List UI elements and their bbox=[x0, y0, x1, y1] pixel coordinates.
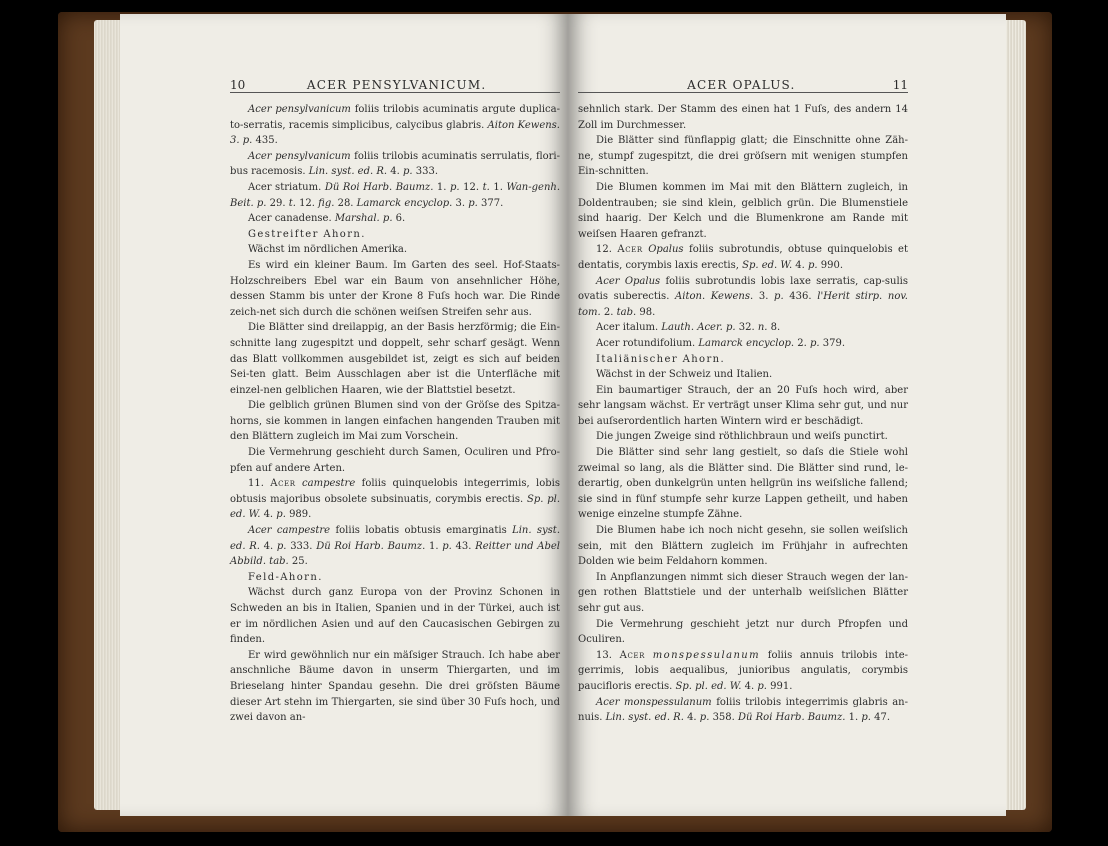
paragraph bbox=[230, 180, 560, 211]
text-run: p. bbox=[808, 259, 818, 271]
text-run: sehnlich stark. Der Stamm des einen hat 1 Fuſs, des andern 14 Zoll im Durchmesser. bbox=[578, 104, 908, 131]
text-run: 4. bbox=[741, 680, 758, 692]
text-run: 32. bbox=[735, 322, 758, 334]
text-run: 4. bbox=[259, 540, 277, 552]
text-run: Acer pensylvanicum bbox=[248, 150, 351, 162]
text-run: foliis trilobis integerrimis glabris an-nuis. bbox=[578, 696, 908, 724]
paragraph bbox=[578, 695, 908, 726]
text-run: Acer bbox=[619, 649, 646, 661]
text-run: p. bbox=[402, 166, 413, 178]
paragraph bbox=[230, 211, 560, 227]
text-run: p. bbox=[442, 540, 452, 552]
text-run: n. bbox=[757, 322, 768, 334]
paragraph bbox=[230, 242, 560, 258]
text-run: Dü Roi Harb. Baumz. bbox=[316, 540, 426, 552]
page-number: 10 bbox=[230, 78, 246, 92]
text-run: Die Blätter sind dreilappig, an der Basis herzförmig; die Ein-schnitte lang zugespitzt und doppelt, sehr scharf gesägt. Wenn das Blatt vollkommen ausgebildet ist, zeigt es sich auf beiden Sei-ten glatt. Beim Ausschlagen aber ist die Unterfläche mit einzel-nen gelblichen Haaren, wie der Blattstiel besetzt. bbox=[230, 322, 560, 396]
text-run: p. bbox=[699, 712, 710, 724]
left-page-body bbox=[230, 102, 560, 726]
text-run: Lamarck encyclop. bbox=[356, 197, 453, 209]
paragraph bbox=[578, 383, 908, 430]
paragraph bbox=[578, 648, 908, 695]
text-run: Dü Roi Harb. Baumz. bbox=[738, 712, 846, 724]
text-run: 12. bbox=[295, 197, 319, 209]
text-run: 4. bbox=[683, 712, 700, 724]
text-run: 990. bbox=[817, 259, 844, 271]
paragraph bbox=[230, 102, 560, 149]
text-run: Wächst im nördlichen Amerika. bbox=[248, 244, 408, 256]
paragraph bbox=[230, 227, 560, 243]
text-run: Die Blumen habe ich noch nicht gesehn, sie sollen weiſslich sein, mit den Blättern zugleich im Frühjahr in aufrechten Dolden wie beim Feldahorn kommen. bbox=[578, 525, 908, 568]
left-page-header bbox=[230, 72, 560, 93]
text-run: Reitter und Abel Abbild. tab. bbox=[230, 540, 561, 568]
text-run: 12. bbox=[459, 181, 483, 193]
text-run: Wächst in der Schweiz und Italien. bbox=[596, 369, 773, 381]
text-run: foliis trilobis acuminatis serrulatis, flori-bus racemosis. bbox=[230, 150, 560, 178]
text-run: Dü Roi Harb. Baumz. bbox=[324, 181, 434, 193]
page-edges-right bbox=[1004, 20, 1026, 810]
text-run: p. bbox=[757, 680, 767, 692]
right-page-header bbox=[578, 72, 908, 93]
paragraph bbox=[578, 570, 908, 617]
text-run: Die Blumen kommen im Mai mit den Blättern zugleich, in Doldentrauben; sie sind klein, gelblich grün. Die Blumenstiele sind haarig. Der Kelch und die Blumenkrone am Rande mit weiſsen Haaren gefranzt. bbox=[578, 181, 908, 240]
text-run: 2. bbox=[794, 337, 810, 349]
right-page-body bbox=[578, 102, 908, 726]
paragraph bbox=[230, 320, 560, 398]
text-run: 4. bbox=[387, 166, 403, 178]
text-run: 1. bbox=[425, 540, 443, 552]
text-run: Lin. syst. ed. R. bbox=[308, 166, 388, 178]
text-run: Aiton Kewens. 3. p. bbox=[230, 119, 560, 147]
text-run: 6. bbox=[392, 213, 406, 225]
text-run: foliis subrotundis lobis laxe serratis, cap-sulis ovatis suberectis. bbox=[578, 275, 909, 303]
text-run: Lin. syst. ed. R. bbox=[605, 712, 684, 724]
text-run: campestre bbox=[302, 478, 356, 490]
text-run: Acer canadense. bbox=[248, 213, 335, 225]
text-run: Er wird gewöhnlich nur ein mäſsiger Strauch. Ich habe aber anschnliche Bäume davon in unserm Thiergarten, und im Brieselang hinter Spandau gesehn. Die drei gröſsten Bäume dieser Art stehn im Thiergarten, sie sind über 30 Fuſs hoch, und zwei davon an- bbox=[230, 649, 560, 724]
page-number: 11 bbox=[892, 78, 908, 92]
text-run: 989. bbox=[285, 509, 312, 521]
text-run: 13. bbox=[596, 649, 620, 661]
text-run: fig. bbox=[318, 197, 335, 209]
text-run: Wächst durch ganz Europa von der Provinz Schonen in Schweden an bis in Italien, Spanien und in der Türkei, auch ist er im nördlichen Asien und auf den Caucasischen Gebirgen zu finden. bbox=[230, 587, 560, 646]
text-run: Lamarck encyclop. bbox=[698, 337, 795, 349]
text-run: Acer rotundifolium. bbox=[596, 337, 699, 349]
text-run: Opalus bbox=[648, 244, 684, 256]
text-run: 43. bbox=[451, 540, 476, 552]
paragraph bbox=[578, 336, 908, 352]
paragraph bbox=[230, 570, 560, 586]
text-run: Italiänischer Ahorn. bbox=[596, 353, 726, 365]
text-run: Acer campestre bbox=[248, 525, 331, 537]
paragraph bbox=[578, 180, 908, 242]
paragraph bbox=[578, 102, 908, 133]
text-run: 11. bbox=[248, 478, 271, 490]
text-run: 28. bbox=[334, 197, 357, 209]
text-run: 4. bbox=[260, 509, 277, 521]
text-run: Acer striatum. bbox=[248, 181, 325, 193]
paragraph bbox=[578, 274, 908, 321]
text-run: Die Vermehrung geschieht durch Samen, Oculiren und Pfro-pfen auf andere Arten. bbox=[230, 447, 560, 474]
text-run: 4. bbox=[792, 259, 809, 271]
text-run: 1. bbox=[845, 712, 862, 724]
text-run: 2. bbox=[600, 306, 617, 318]
text-run: p. bbox=[810, 337, 820, 349]
text-run: 25. bbox=[288, 556, 308, 568]
text-run: Acer Opalus bbox=[596, 275, 661, 287]
text-run: 1. bbox=[489, 181, 507, 193]
paragraph bbox=[230, 585, 560, 647]
text-run: 435. bbox=[252, 135, 278, 147]
paragraph bbox=[578, 367, 908, 383]
text-run: Feld-Ahorn. bbox=[248, 571, 323, 583]
text-run: 377. bbox=[477, 197, 504, 209]
text-run: p. bbox=[861, 712, 871, 724]
text-run: p. bbox=[450, 181, 460, 193]
text-run: Die jungen Zweige sind röthlichbraun und weiſs punctirt. bbox=[596, 431, 888, 443]
text-run: 1. bbox=[433, 181, 451, 193]
text-run: p. bbox=[276, 540, 287, 552]
text-run: Die Vermehrung geschieht jetzt nur durch Pfropfen und Oculiren. bbox=[578, 618, 908, 646]
left-page bbox=[120, 14, 568, 816]
text-run: Acer italum. bbox=[596, 322, 662, 334]
text-run: Acer bbox=[270, 478, 296, 490]
text-run: foliis annuis trilobis inte-gerrimis, lobis aequalibus, junioribus angulatis, corymbis paucifloris erectis. bbox=[578, 649, 908, 692]
text-run: foliis subrotundis, obtuse quinquelobis et dentatis, corymbis laxis erectis, bbox=[578, 244, 908, 271]
text-run: t. bbox=[482, 181, 490, 193]
text-run: 3. bbox=[753, 291, 775, 303]
text-run: Ein baumartiger Strauch, der an 20 Fuſs hoch wird, aber sehr langsam wächst. Er verträgt unser Klima sehr gut, und nur bei auſserordentlich harten Wintern wird er beschädigt. bbox=[578, 384, 908, 427]
text-run: Gestreifter Ahorn. bbox=[248, 228, 366, 240]
text-run: Acer monspessulanum bbox=[596, 696, 712, 708]
text-run: 3. bbox=[452, 197, 469, 209]
text-run: 8. bbox=[767, 322, 781, 334]
text-run: Sp. pl. ed. W. bbox=[675, 680, 742, 692]
paragraph bbox=[230, 476, 560, 523]
paragraph bbox=[578, 445, 908, 523]
text-run: Lauth. Acer. p. bbox=[661, 322, 736, 334]
text-run: 98. bbox=[636, 306, 656, 318]
right-page bbox=[568, 14, 1006, 816]
paragraph bbox=[230, 648, 560, 726]
paragraph bbox=[230, 523, 560, 570]
running-head: ACER OPALUS. bbox=[687, 78, 796, 92]
text-run: Sp. pl. ed. W. bbox=[230, 493, 560, 521]
text-run: 436. bbox=[783, 291, 818, 303]
text-run: foliis lobatis obtusis emarginatis bbox=[330, 525, 513, 537]
text-run: Die gelblich grünen Blumen sind von der Gröſse des Spitza-horns, sie kommen in langen einfachen hangenden Trauben mit den Blättern zugleich im Mai zum Vorschein. bbox=[230, 400, 560, 443]
text-run: l'Herit stirp. nov. tom. bbox=[578, 291, 908, 318]
text-run bbox=[645, 650, 653, 661]
paragraph bbox=[230, 258, 560, 320]
paragraph bbox=[578, 352, 908, 368]
paragraph bbox=[578, 133, 908, 180]
text-run: Sp. ed. W. bbox=[742, 259, 793, 271]
paragraph bbox=[578, 523, 908, 570]
text-run: p. bbox=[774, 291, 784, 303]
text-run: foliis trilobis acuminatis argute duplica-to-serratis, racemis simplicibus, calycibus glabris. bbox=[230, 104, 560, 131]
text-run: 29. bbox=[266, 197, 289, 209]
text-run: Lin. syst. ed. R. bbox=[230, 525, 560, 552]
text-run: Wan-genh. Beit. p. bbox=[230, 181, 561, 209]
text-run: t. bbox=[288, 197, 296, 209]
paragraph bbox=[578, 320, 908, 336]
paragraph bbox=[230, 398, 560, 445]
text-run: 358. bbox=[709, 712, 739, 724]
paragraph bbox=[578, 242, 908, 273]
text-run: 47. bbox=[870, 712, 891, 724]
text-run: 333. bbox=[286, 540, 317, 552]
text-run: Marshal. p. bbox=[334, 213, 393, 225]
text-run: Aiton. Kewens. bbox=[675, 291, 754, 303]
running-head: ACER PENSYLVANICUM. bbox=[306, 78, 487, 92]
text-run: tab. bbox=[616, 306, 637, 318]
text-run: 379. bbox=[819, 337, 846, 349]
text-run: Acer bbox=[617, 244, 643, 256]
text-run: In Anpflanzungen nimmt sich dieser Strauch wegen der lan-gen rothen Blattstiele und der unterhalb weiſslichen Blätter sehr gut aus. bbox=[578, 571, 908, 614]
text-run: foliis quinquelobis integerrimis, lobis obtusis majoribus obsolete subsinuatis, corymbis erectis. bbox=[230, 478, 560, 505]
text-run: Acer pensylvanicum bbox=[248, 104, 351, 115]
text-run: p. bbox=[468, 197, 478, 209]
text-run: p. bbox=[276, 509, 286, 521]
text-run: 12. bbox=[596, 244, 618, 256]
text-run: Es wird ein kleiner Baum. Im Garten des seel. Hof-Staats-Holzschreibers Ebel war ein Baum von ansehnlicher Höhe, dessen Stamm bis unter der Krone 8 Fuſs hoch war. Die Rinde zeich-net sich durch die schönen weiſsen Streifen sehr aus. bbox=[230, 259, 560, 318]
text-run: Die Blätter sind sehr lang gestielt, so daſs die Stiele wohl zweimal so lang, als die Blätter sind. Die Blätter sind rund, le-derartig, oben dunkelgrün unten hellgrün ins weiſsliche fallend; sie sind in fünf stumpfe sehr kurze Lappen getheilt, und haben wenige einzelne stumpfe Zähne. bbox=[578, 447, 908, 521]
paragraph bbox=[230, 149, 560, 180]
text-run: 991. bbox=[766, 680, 793, 692]
paragraph bbox=[230, 445, 560, 476]
text-run: Die Blätter sind fünflappig glatt; die Einschnitte ohne Zäh-ne, stumpf zugespitzt, die drei gröſsern mit wenigen stumpfen Ein-schnitten. bbox=[578, 135, 908, 178]
text-run: 333. bbox=[412, 166, 439, 178]
text-run: monspessulanum bbox=[652, 649, 761, 661]
paragraph bbox=[578, 429, 908, 445]
paragraph bbox=[578, 617, 908, 648]
